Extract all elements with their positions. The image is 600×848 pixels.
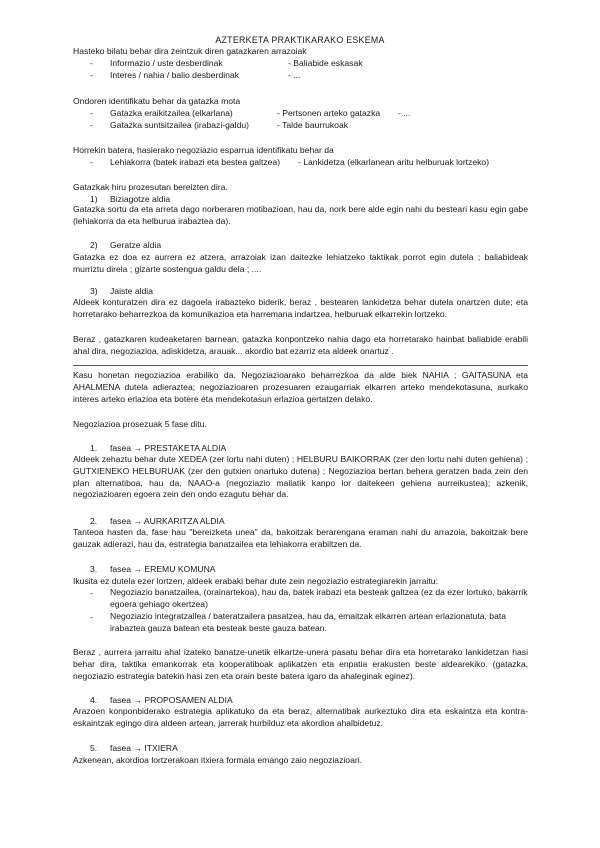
phase-text: Ikusita ez dutela ezer lortzen, aldeek erabaki behar dute zein negoziazio estrategiarekin jarraitu:: [73, 576, 438, 586]
process-title: Biziagotze aldia: [110, 194, 171, 204]
phase-text: Tanteoa hasten da, fase hau "bereizketa unea" da, bakoitzak berarengana eraman nahi du arrazoia, bakoitzak bere gauzak adierazi, hau da, estrategia banatzailea eta lehiakorra erabiltzen da.: [73, 527, 528, 549]
type-item: - Talde baurrukoak: [277, 120, 349, 130]
phase-title: fasea → PROPOSAMEN ALDIA: [110, 695, 233, 705]
processes-heading: Gatazkak hiru prozesutan bereizten dira.: [73, 182, 228, 192]
process-text: Gatazka sortu da eta arreta dago norberaren motibazioan, hau da, nork bere alde egin nahi du besteari kasu egin gabe (lehiakorra da eta helburua irabaztea da).: [73, 204, 528, 226]
section-divider: [73, 365, 528, 366]
cause-item: - Baliabide eskasak: [288, 58, 363, 68]
phase-text: Azkenean, akordioa lortzerakoan itxiera formala emango zaio negoziazioari.: [73, 755, 363, 765]
cause-item: Interes / nahia / balio desberdinak: [110, 70, 239, 80]
list-number: 1): [90, 194, 98, 204]
process-title: Geratze aldia: [110, 240, 162, 250]
strategy-heading: Horrekin batera, hasierako negoziazio esparrua identifikatu behar da: [73, 145, 334, 155]
phase-title: fasea → ITXIERA: [110, 743, 178, 753]
list-number: 1.: [90, 443, 98, 453]
bullet-dash: -: [90, 120, 93, 130]
list-number: 2.: [90, 516, 98, 526]
list-number: 3.: [90, 564, 98, 574]
phase-title: fasea → PRESTAKETA ALDIA: [110, 443, 227, 453]
phase-title: fasea → EREMU KOMUNA: [110, 564, 216, 574]
type-item: Gatazka suntsitzailea (irabazi-galdu): [110, 120, 249, 130]
process-text: Gatazka ez doa ez aurrera ez atzera, arrazoiak izan daitezke lehiatzeko taktikak porrot egin dutela ; baliabideak murriztu direla ; gizarte sostengua galdu dela ; ....: [73, 252, 528, 274]
phase-title: fasea → AURKARITZA ALDIA: [110, 516, 225, 526]
type-item: Gatazka eraikitzailea (elkarlana): [110, 108, 233, 118]
bullet-dash: -: [90, 58, 93, 68]
list-number: 4.: [90, 695, 98, 705]
strategy-item: Lehiakorra (batek irabazi eta bestea galtzea): [110, 157, 281, 167]
phases-intro: Negoziazioa prosezuak 5 fase ditu.: [73, 419, 207, 429]
list-number: 5.: [90, 743, 98, 753]
bullet-dash: -: [90, 70, 93, 80]
process-text: Aldeek konturatzen dira ez dagoela irabazteko biderik, beraz , bestearen lankidetza behar dutela onartzen dute; eta horretarako beharrezkoa da komunikazioa eta harremana indartzea, helburuak elkarrekin lortzeko.: [73, 297, 528, 319]
causes-heading: Hasteko bilatu behar dira zeintzuk diren gatazkaren arrazoiak: [73, 46, 307, 56]
phase-bullet: Negoziazio integratzailea / bateratzailera pasatzea, hau da, emaitzak elkarren artean erlazionatuta, bata irabaztea gauza batean eta besteak beste gauza batean.: [110, 611, 507, 633]
bullet-dash: -: [90, 588, 93, 598]
process-title: Jaiste aldia: [110, 286, 153, 296]
list-number: 3): [90, 286, 98, 296]
phase-text: Arazoen konponbiderako estrategia aplikatuko da eta beraz, alternatibak aurkeztuko dira eta eskaintza eta kontra-eskaintzak egingo dira aldeen artean, jarrerak hurbilduz eta akordioa ahalbidetuz.: [73, 706, 528, 728]
bullet-dash: -: [90, 108, 93, 118]
cause-item: - ...: [288, 70, 301, 80]
bullet-dash: -: [90, 612, 93, 622]
types-heading: Ondoren identifikatu behar da gatazka mota: [73, 96, 241, 106]
negotiation-intro: Kasu honetan negoziazioa erabiliko da. Negoziazioarako beharrezkoa da alde biek NAHIA ; GAITASUNA eta AHALMENA dutela adieraztea; negoziazioaren prozesuaren ezaugarriak elkarren arteko mendekotasuna, aurkako interes arteko erlazioa eta botere eta mendekotasun erlazioa gertatzen delako.: [73, 370, 528, 404]
phase-bullet: Negoziazio banatzailea, (orainartekoa), hau da, batek irabazi eta besteak galtzea (ez da ezer lortuko, bakarrik egoera gehiago okertzea): [110, 587, 528, 609]
type-item: - Pertsonen arteko gatazka: [277, 108, 381, 118]
document-title: AZTERKETA PRAKTIKARAKO ESKEMA: [215, 35, 385, 45]
type-item: - ...: [398, 108, 411, 118]
list-number: 2): [90, 240, 98, 250]
cause-item: Informazio / uste desberdinak: [110, 58, 223, 68]
bullet-dash: -: [90, 157, 93, 167]
beraz-paragraph: Beraz , gatazkaren kudeaketaren barnean, gatazka konpontzeko nahia dago eta horretarako hainbat baliabide erabili ahal dira, negoziazioa, adiskidetza, arauak... akordio bat ezarriz eta aldeek onartuz .: [73, 334, 528, 356]
phase-text: Aldeek zehaztu behar dute XEDEA (zer lortu nahi duten) ; HELBURU BAIKORRAK (zer den lortu nahi duten gehiena) ; GUTXIENEKO HELBURUAK (zer den gutxien onartuko dutena) ; Negoziazioa bertan behera geratzen bada zein den plan alternatiboa, hau da, NAAO-a (negoziazio mailatik kanpo lor daitekeen gehiena aurreikustea); azkenik, negoziazioaren egoera zein den ondo ezagutu behar da.: [73, 454, 528, 500]
phase-text: Beraz , aurrera jarraitu ahal izateko banatze-unetik elkartze-unera pasatu behar dira eta horretarako lankidetzan hasi behar dira, taktika emankorrak eta kooperatiboak aplikatzen eta enpatia erakusten beste aldearekiko. (gatazka, negoziazio estrategia batekin hasi zen eta orain beste batera igaro da ahaleginak eginez).: [73, 647, 528, 681]
strategy-item: - Lankidetza (elkarlanean aritu helburuak lortzeko): [298, 157, 490, 167]
